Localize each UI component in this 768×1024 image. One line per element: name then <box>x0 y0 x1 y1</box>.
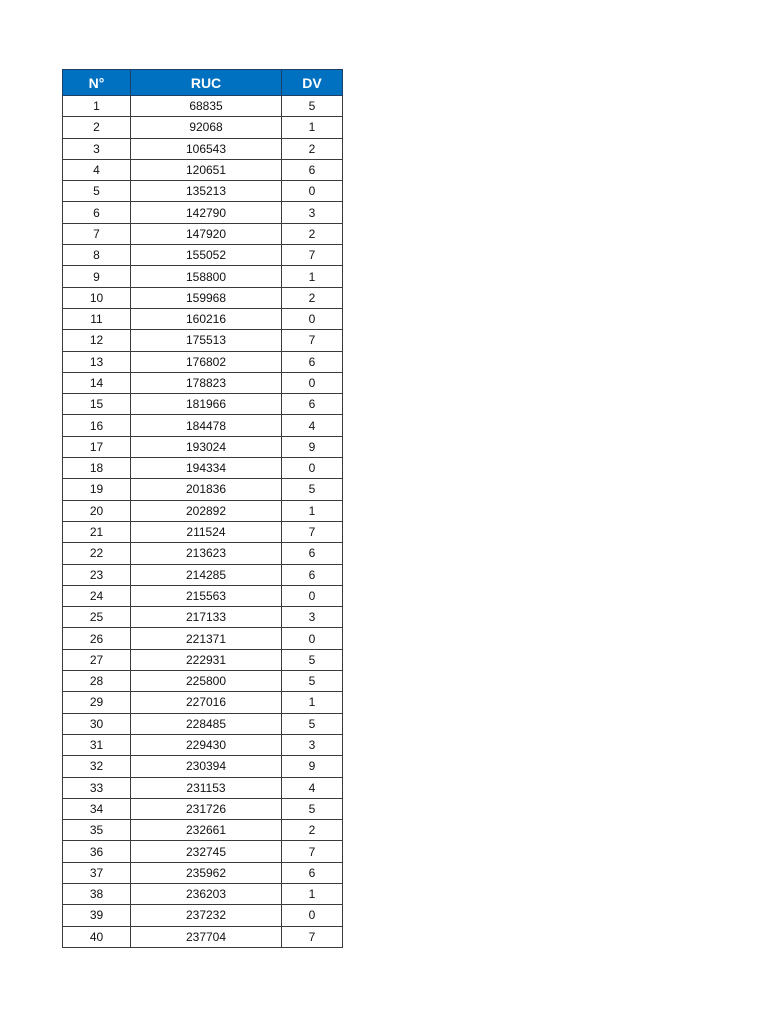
cell-dv: 4 <box>282 415 343 436</box>
cell-dv: 3 <box>282 734 343 755</box>
cell-ruc: 142790 <box>131 202 282 223</box>
cell-number: 16 <box>63 415 131 436</box>
cell-dv: 0 <box>282 372 343 393</box>
table-row <box>63 500 343 521</box>
table-row <box>63 585 343 606</box>
cell-dv: 5 <box>282 798 343 819</box>
cell-number: 10 <box>63 287 131 308</box>
cell-ruc: 193024 <box>131 436 282 457</box>
cell-number: 24 <box>63 585 131 606</box>
cell-number: 17 <box>63 436 131 457</box>
table-body <box>63 96 343 948</box>
table-row <box>63 372 343 393</box>
cell-number: 7 <box>63 223 131 244</box>
cell-ruc: 237704 <box>131 926 282 947</box>
table-row <box>63 138 343 159</box>
table-row <box>63 905 343 926</box>
table-row <box>63 181 343 202</box>
cell-dv: 0 <box>282 308 343 329</box>
cell-dv: 5 <box>282 649 343 670</box>
table-row <box>63 159 343 180</box>
table-row <box>63 223 343 244</box>
cell-number: 36 <box>63 841 131 862</box>
cell-dv: 0 <box>282 905 343 926</box>
table-row <box>63 692 343 713</box>
cell-ruc: 68835 <box>131 96 282 117</box>
cell-dv: 6 <box>282 159 343 180</box>
table-row <box>63 543 343 564</box>
table-row <box>63 820 343 841</box>
cell-ruc: 221371 <box>131 628 282 649</box>
cell-ruc: 160216 <box>131 308 282 329</box>
table-row <box>63 394 343 415</box>
cell-dv: 6 <box>282 394 343 415</box>
cell-number: 27 <box>63 649 131 670</box>
cell-number: 30 <box>63 713 131 734</box>
cell-ruc: 159968 <box>131 287 282 308</box>
table-row <box>63 308 343 329</box>
cell-number: 40 <box>63 926 131 947</box>
header-row <box>63 70 343 96</box>
cell-ruc: 229430 <box>131 734 282 755</box>
cell-dv: 1 <box>282 117 343 138</box>
cell-dv: 1 <box>282 692 343 713</box>
cell-dv: 2 <box>282 138 343 159</box>
cell-number: 18 <box>63 458 131 479</box>
cell-ruc: 120651 <box>131 159 282 180</box>
cell-number: 6 <box>63 202 131 223</box>
cell-ruc: 158800 <box>131 266 282 287</box>
cell-ruc: 155052 <box>131 245 282 266</box>
cell-ruc: 201836 <box>131 479 282 500</box>
cell-ruc: 217133 <box>131 607 282 628</box>
table-row <box>63 479 343 500</box>
table-row <box>63 883 343 904</box>
cell-number: 20 <box>63 500 131 521</box>
cell-ruc: 231726 <box>131 798 282 819</box>
table-row <box>63 628 343 649</box>
cell-dv: 5 <box>282 479 343 500</box>
table-row <box>63 458 343 479</box>
cell-ruc: 236203 <box>131 883 282 904</box>
cell-ruc: 225800 <box>131 671 282 692</box>
table-row <box>63 521 343 542</box>
cell-dv: 3 <box>282 202 343 223</box>
cell-number: 4 <box>63 159 131 180</box>
cell-number: 29 <box>63 692 131 713</box>
cell-ruc: 213623 <box>131 543 282 564</box>
cell-number: 39 <box>63 905 131 926</box>
cell-dv: 5 <box>282 671 343 692</box>
cell-ruc: 237232 <box>131 905 282 926</box>
cell-dv: 7 <box>282 245 343 266</box>
cell-number: 28 <box>63 671 131 692</box>
table-row <box>63 926 343 947</box>
cell-dv: 5 <box>282 96 343 117</box>
cell-number: 21 <box>63 521 131 542</box>
table-row <box>63 564 343 585</box>
cell-ruc: 230394 <box>131 756 282 777</box>
cell-number: 1 <box>63 96 131 117</box>
cell-ruc: 231153 <box>131 777 282 798</box>
cell-number: 19 <box>63 479 131 500</box>
cell-ruc: 214285 <box>131 564 282 585</box>
table-row <box>63 202 343 223</box>
cell-dv: 6 <box>282 543 343 564</box>
cell-dv: 6 <box>282 564 343 585</box>
cell-number: 5 <box>63 181 131 202</box>
cell-dv: 7 <box>282 330 343 351</box>
table-row <box>63 351 343 372</box>
cell-ruc: 175513 <box>131 330 282 351</box>
table-row <box>63 756 343 777</box>
table-row <box>63 777 343 798</box>
cell-number: 12 <box>63 330 131 351</box>
table-row <box>63 649 343 670</box>
cell-ruc: 235962 <box>131 862 282 883</box>
cell-ruc: 222931 <box>131 649 282 670</box>
cell-ruc: 232745 <box>131 841 282 862</box>
cell-number: 23 <box>63 564 131 585</box>
cell-number: 32 <box>63 756 131 777</box>
cell-dv: 9 <box>282 756 343 777</box>
cell-dv: 9 <box>282 436 343 457</box>
cell-ruc: 194334 <box>131 458 282 479</box>
cell-ruc: 181966 <box>131 394 282 415</box>
cell-number: 26 <box>63 628 131 649</box>
header-number: N° <box>63 70 131 96</box>
ruc-table-container <box>62 69 343 948</box>
cell-number: 9 <box>63 266 131 287</box>
cell-dv: 7 <box>282 521 343 542</box>
cell-dv: 1 <box>282 266 343 287</box>
cell-ruc: 228485 <box>131 713 282 734</box>
header-ruc: RUC <box>131 70 282 96</box>
cell-ruc: 215563 <box>131 585 282 606</box>
table-row <box>63 671 343 692</box>
header-dv: DV <box>282 70 343 96</box>
table-row <box>63 798 343 819</box>
cell-number: 31 <box>63 734 131 755</box>
cell-dv: 5 <box>282 713 343 734</box>
cell-ruc: 202892 <box>131 500 282 521</box>
cell-ruc: 147920 <box>131 223 282 244</box>
cell-dv: 4 <box>282 777 343 798</box>
cell-number: 15 <box>63 394 131 415</box>
cell-number: 35 <box>63 820 131 841</box>
cell-number: 11 <box>63 308 131 329</box>
cell-dv: 7 <box>282 841 343 862</box>
cell-number: 13 <box>63 351 131 372</box>
table-row <box>63 330 343 351</box>
ruc-table <box>62 69 343 948</box>
cell-ruc: 227016 <box>131 692 282 713</box>
cell-number: 33 <box>63 777 131 798</box>
cell-dv: 7 <box>282 926 343 947</box>
cell-ruc: 135213 <box>131 181 282 202</box>
cell-dv: 6 <box>282 862 343 883</box>
table-row <box>63 96 343 117</box>
table-row <box>63 713 343 734</box>
cell-dv: 1 <box>282 883 343 904</box>
cell-ruc: 211524 <box>131 521 282 542</box>
cell-dv: 0 <box>282 585 343 606</box>
cell-number: 3 <box>63 138 131 159</box>
cell-number: 14 <box>63 372 131 393</box>
cell-ruc: 178823 <box>131 372 282 393</box>
cell-number: 25 <box>63 607 131 628</box>
cell-ruc: 176802 <box>131 351 282 372</box>
cell-dv: 0 <box>282 628 343 649</box>
table-row <box>63 266 343 287</box>
table-row <box>63 287 343 308</box>
cell-ruc: 106543 <box>131 138 282 159</box>
cell-dv: 3 <box>282 607 343 628</box>
cell-dv: 2 <box>282 287 343 308</box>
cell-ruc: 232661 <box>131 820 282 841</box>
cell-ruc: 184478 <box>131 415 282 436</box>
table-row <box>63 862 343 883</box>
cell-number: 38 <box>63 883 131 904</box>
table-row <box>63 415 343 436</box>
table-row <box>63 734 343 755</box>
table-row <box>63 245 343 266</box>
cell-dv: 2 <box>282 223 343 244</box>
table-row <box>63 436 343 457</box>
cell-dv: 6 <box>282 351 343 372</box>
cell-dv: 0 <box>282 458 343 479</box>
table-row <box>63 607 343 628</box>
cell-number: 22 <box>63 543 131 564</box>
cell-ruc: 92068 <box>131 117 282 138</box>
cell-number: 37 <box>63 862 131 883</box>
cell-number: 34 <box>63 798 131 819</box>
cell-number: 8 <box>63 245 131 266</box>
cell-dv: 1 <box>282 500 343 521</box>
cell-dv: 2 <box>282 820 343 841</box>
table-row <box>63 841 343 862</box>
cell-number: 2 <box>63 117 131 138</box>
table-row <box>63 117 343 138</box>
cell-dv: 0 <box>282 181 343 202</box>
